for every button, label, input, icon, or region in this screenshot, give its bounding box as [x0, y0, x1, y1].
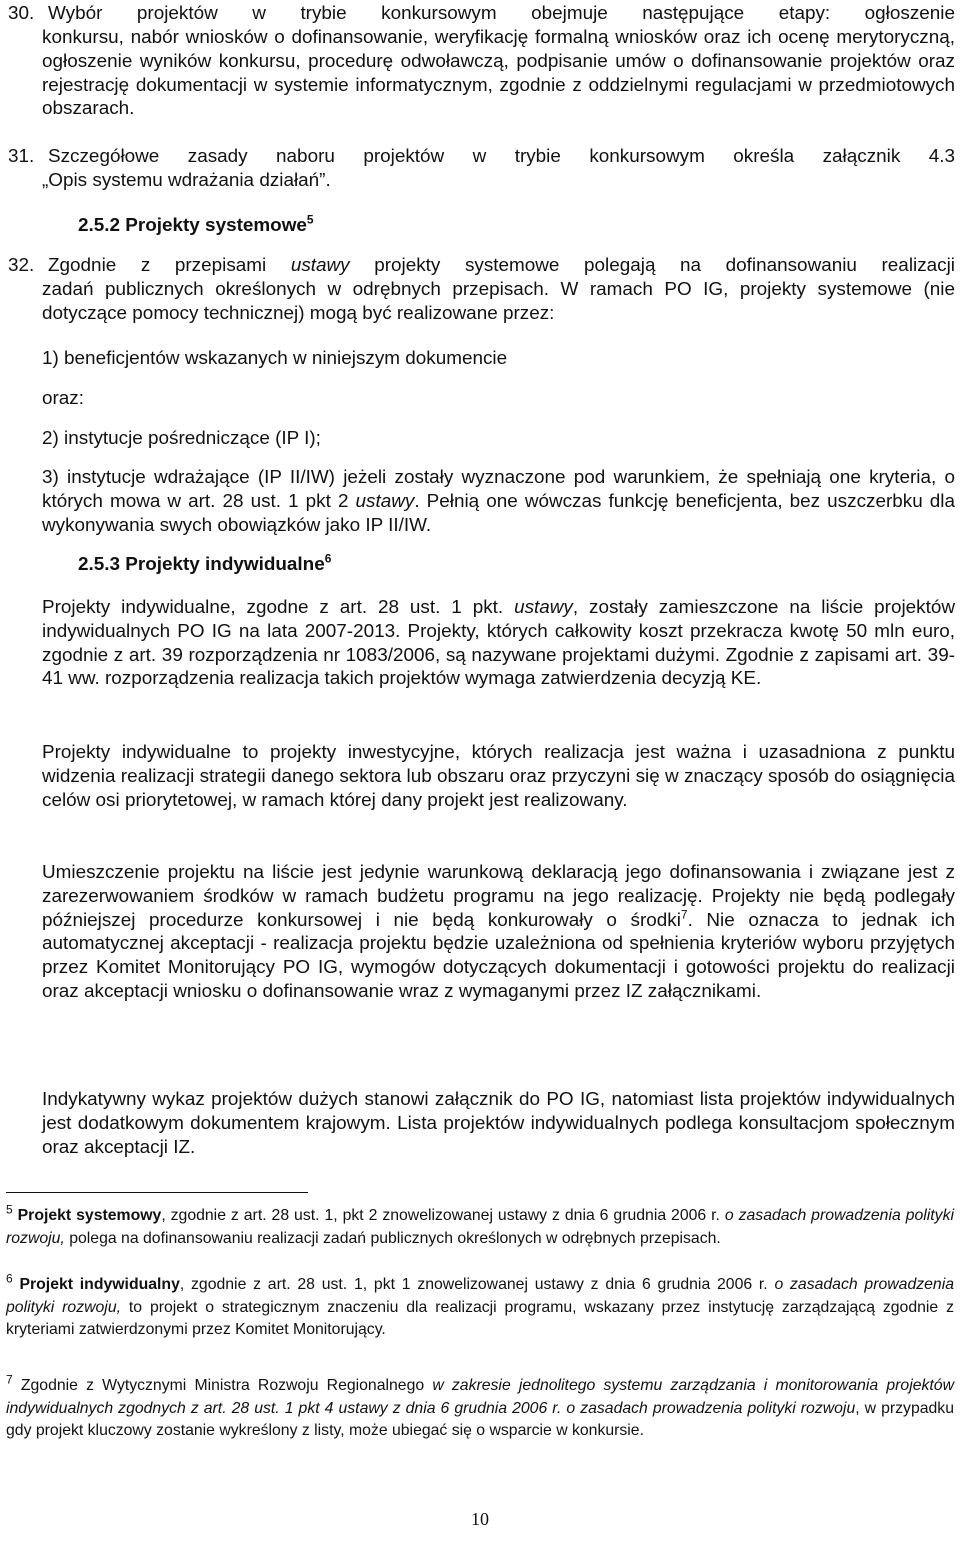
footnote-mark: 6 — [6, 1271, 13, 1286]
text-run: Projekty indywidualne, zgodne z art. 28 ust. 1 pkt. — [42, 597, 515, 618]
text-run-italic: ustawy — [290, 255, 350, 276]
paragraph-number: 30. — [8, 3, 35, 24]
footnote-separator — [6, 1192, 308, 1193]
paragraph-investment-projects: Projekty indywidualne to projekty inwestycyjne, których realizacja jest ważna i uzasadniona z punktu widzenia realizacji strategii danego sektora lub obszaru oraz przyczyni się w znaczący sposób do osiągnięcia celów osi priorytetowej, w ramach której dany projekt jest realizowany. — [42, 742, 955, 811]
list-item-1: 1) beneficjentów wskazanych w niniejszym dokumencie — [42, 348, 508, 369]
text-run-italic: o zasadach prowadzenia polityki rozwoju, — [6, 1207, 954, 1247]
section-heading-2-5-3 — [78, 553, 331, 577]
paragraph-31-line1: Szczegółowe zasady naboru projektów w trybie konkursowym określa załącznik 4.3 — [48, 146, 955, 167]
text-run-italic: ustawy — [514, 597, 573, 618]
paragraph-32-line1 — [48, 254, 955, 278]
paragraph-indicative-list: Indykatywny wykaz projektów dużych stanowi załącznik do PO IG, natomiast lista projektów indywidualnych jest dodatkowym dokumentem krajowym. Lista projektów indywidualnych podlega konsultacjom społecznym oraz akceptacji IZ. — [42, 1089, 955, 1158]
paragraph-30: konkursu, nabór wniosków o dofinansowanie, weryfikację formalną wniosków oraz ich ocenę merytoryczną, ogłoszenie wyników konkursu, procedurę odwoławczą, podpisanie umów o dofinansowanie projektów oraz rejestrację dokumentacji w systemie informatycznym, zgodnie z oddzielnymi regulacjami w przedmiotowych obszarach. — [42, 27, 955, 120]
footnote-ref: 7 — [680, 907, 688, 922]
paragraph-individual-projects — [42, 596, 955, 691]
paragraph-31-line2: „Opis systemu wdrażania działań”. — [42, 170, 331, 191]
footnote-5 — [6, 1202, 954, 1250]
paragraph-32: zadań publicznych określonych w odrębnych przepisach. W ramach PO IG, projekty systemowe (nie dotyczące pomocy technicznej) mogą być realizowane przez: — [42, 279, 955, 324]
text-run: projekty systemowe polegają na dofinansowaniu realizacji — [349, 255, 955, 276]
text-run: 3) instytucje wdrażające (IP II/IW) jeżeli zostały wyznaczone pod warunkiem, że spełniają one kryteria, o których mowa w art. 28 ust. 1 pkt 2 — [42, 467, 955, 512]
text-run: , zgodnie z art. 28 ust. 1, pkt 1 znowelizowanej ustawy z dnia 6 grudnia 2006 r. — [179, 1276, 775, 1293]
section-heading-2-5-2 — [78, 214, 314, 238]
text-run: , zostały zamieszczone na liście projektów indywidualnych PO IG na lata 2007-2013. Projekty, których całkowity koszt przekracza kwotę 50 mln euro, zgodnie z art. 39 rozporządzenia nr 1083/2006, są nazywane projektami dużymi. Zgodnie z zapisami art. 39-41 ww. rozporządzenia realizacja takich projektów wymaga zatwierdzenia decyzją KE. — [42, 597, 956, 690]
paragraph-list-placement — [42, 861, 955, 1004]
text-run: , zgodnie z art. 28 ust. 1, pkt 2 znowelizowanej ustawy z dnia 6 grudnia 2006 r. — [161, 1207, 725, 1224]
footnote-mark: 5 — [6, 1202, 13, 1217]
paragraph-number: 31. — [8, 146, 35, 167]
footnote-mark: 7 — [6, 1372, 13, 1387]
text-run-italic: ustawy — [355, 490, 415, 512]
footnote-7 — [6, 1372, 954, 1443]
footnote-ref: 5 — [306, 212, 314, 227]
text-run: to projekt o strategicznym znaczeniu dla realizacji programu, wskazany przez instytucję zarządzającą zgodnie z kryteriami zatwierdzonymi przez Komitet Monitorujący. — [6, 1298, 954, 1339]
list-item-2: 2) instytucje pośredniczące (IP I); — [42, 428, 321, 449]
list-connector: oraz: — [42, 388, 84, 409]
heading-text: 2.5.3 Projekty indywidualne — [78, 554, 325, 575]
heading-text: 2.5.2 Projekty systemowe — [78, 215, 307, 236]
footnote-6 — [6, 1271, 954, 1342]
text-run-italic: o zasadach prowadzenia polityki rozwoju, — [6, 1276, 954, 1316]
text-run: . Nie oznacza to jednak ich automatycznej akceptacji - realizacja projektu będzie uzależniona od spełnienia kryteriów wyboru przyjętych przez Komitet Monitorujący PO IG, wymogów dotyczących dokumentacji i gotowości projektu do realizacji oraz akceptacji wniosku o dofinansowanie wraz z wymaganymi przez IZ załącznikami. — [42, 909, 955, 1002]
text-run-italic: w zakresie jednolitego systemu zarządzania i monitorowania projektów indywidualnych zgodnych z art. 28 ust. 1 pkt 4 ustawy z dnia 6 grudnia 2006 r. o zasadach prowadzenia polityki rozwoju — [6, 1377, 954, 1417]
paragraph-30-line1: Wybór projektów w trybie konkursowym obejmuje następujące etapy: ogłoszenie — [48, 3, 955, 24]
text-run: polega na dofinansowaniu realizacji zadań publicznych określonych w odrębnych przepisach. — [64, 1229, 721, 1247]
paragraph-number: 32. — [8, 255, 35, 276]
text-run: . Pełnią one wówczas funkcję beneficjenta, bez uszczerbku dla wykonywania swych obowiązków jako IP II/IW. — [42, 490, 955, 536]
text-run: Umieszczenie projektu na liście jest jedynie warunkową deklaracją jego dofinansowania i związane jest z zarezerwowaniem środków w ramach budżetu programu na jego realizację. Projekty nie będą podlegały późniejszej procedurze konkursowej i nie będą konkurowały o środki — [42, 862, 955, 931]
text-run: Zgodnie z Wytycznymi Ministra Rozwoju Regionalnego — [20, 1377, 433, 1394]
text-run: Zgodnie z przepisami — [48, 255, 291, 276]
text-run-bold: Projekt indywidualny — [19, 1276, 180, 1293]
text-run-bold: Projekt systemowy — [17, 1207, 162, 1224]
list-item-3 — [42, 466, 955, 537]
page-number: 10 — [471, 1509, 489, 1529]
text-run: , w przypadku gdy projekt kluczowy zostanie wykreślony z listy, może ubiegać się o wsparcie w konkursie. — [6, 1399, 954, 1440]
footnote-ref: 6 — [324, 551, 332, 566]
